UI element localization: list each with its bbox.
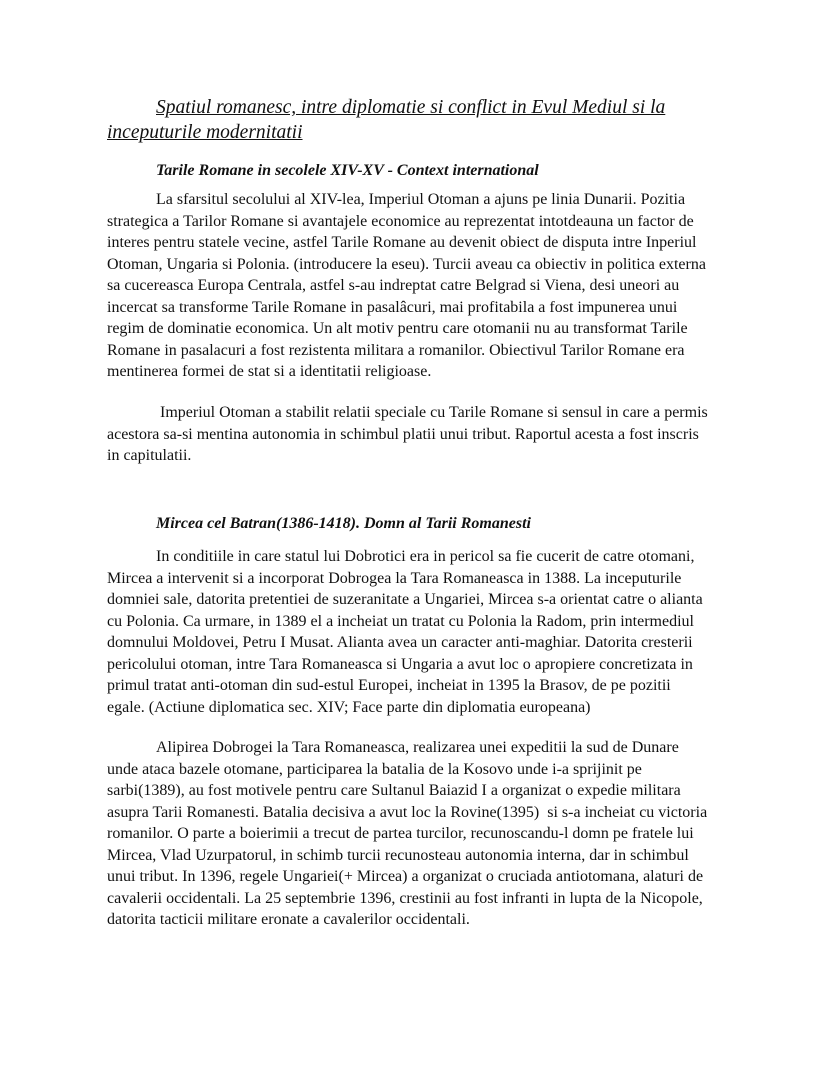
section-heading-context-international: Tarile Romane in secolele XIV-XV - Context international [156,162,539,179]
document-title: Spatiul romanesc, intre diplomatie si conflict in Evul Mediul si la inceputurile modernitatii [107,97,666,143]
text-line: Mircea a intervenit si a incorporat Dobrogea la Tara Romaneasca in 1388. La inceputurile [107,569,682,587]
paragraph-mircea-1 [107,546,719,718]
text-line: asupra Tarii Romanesti. Batalia decisiva a avut loc la Rovine(1395) si s-a incheiat cu victoria [107,803,708,821]
text-line: in capitulatii. [107,447,192,464]
text-line: sarbi(1389), au fost motivele pentru care Sultanul Baiazid I a organizat o expedie militara [107,782,681,799]
text-line: pericolului otoman, intre Tara Romaneasca si Ungaria a avut loc o apropiere concretizata in [107,655,693,673]
text-line: domniei sale, datorita pretentiei de suzeranitate a Ungariei, Mircea s-a orientat catre o alianta [107,591,703,608]
text-line: incercat sa transforme Tarile Romane in pasalâcuri, mai profitabila a fost impunerea unui [107,298,678,316]
paragraph-context-1 [107,189,719,383]
text-line: Mircea, Vlad Uzurpatorul, in schimb turcii recunosteau autonomia interna, dar in schimbul [107,846,689,864]
paragraph-mircea-2 [107,737,719,931]
text-line: unde ataca bazele otomane, participarea la batalia de la Kosovo unde i-a sprijinit pe [107,760,642,778]
text-line: unui tribut. In 1396, regele Ungariei(+ Mircea) a organizat o cruciada antiotomana, alaturi de [107,868,704,885]
text-line: sa cucereasca Europa Centrala, astfel s-au indreptat catre Belgrad si Viena, desi uneori au [107,277,680,294]
text-line: acestora sa-si mentina autonomia in schimbul platii unui tribut. Raportul acesta a fost inscris [107,425,699,443]
paragraph-context-2 [107,402,719,467]
text-line: Romane in pasalacuri a fost rezistenta militara a romanilor. Obiectivul Tarilor Romane era [107,341,685,359]
text-line: strategica a Tarilor Romane si avantajele economice au reprezentat intotdeauna un factor de [107,212,694,230]
text-line: Otoman, Ungaria si Polonia. (introducere la eseu). Turcii aveau ca obiectiv in politica externa [107,255,706,273]
text-line: egale. (Actiune diplomatica sec. XIV; Face parte din diplomatia europeana) [107,698,591,716]
text-line: Imperiul Otoman a stabilit relatii speciale cu Tarile Romane si sensul in care a permis [156,404,708,421]
text-line: domnului Moldovei, Petru I Musat. Alianta avea un caracter anti-maghiar. Datorita cresterii [107,634,693,651]
text-line: Alipirea Dobrogei la Tara Romaneasca, realizarea unei expeditii la sud de Dunare [156,739,679,756]
text-line: interes pentru statele vecine, astfel Tarile Romane au devenit obiect de disputa intre Inperiul [107,234,697,251]
text-line: In conditiile in care statul lui Dobrotici era in pericol sa fie cucerit de catre otomani, [156,548,695,565]
section-heading-mircea-cel-batran: Mircea cel Batran(1386-1418). Domn al Tarii Romanesti [156,515,531,532]
text-line: primul tratat anti-otoman din sud-estul Europei, incheiat in 1395 la Brasov, de pe pozitii [107,677,671,694]
text-line: cavalerii occidentali. La 25 septembrie 1396, crestinii au fost infranti in lupta de la Nicopole, [107,889,703,907]
text-line: La sfarsitul secolului al XIV-lea, Imperiul Otoman a ajuns pe linia Dunarii. Pozitia [156,191,686,208]
text-line: datorita tacticii militare eronate a cavalerilor occidentali. [107,911,470,928]
text-line: regim de dominatie economica. Un alt motiv pentru care otomanii nu au transformat Tarile [107,320,688,337]
text-line: cu Polonia. Ca urmare, in 1389 el a incheiat un tratat cu Polonia la Radom, prin intermediul [107,612,694,630]
text-line: mentinerea formei de stat si a identitatii religioase. [107,363,432,380]
text-line: romanilor. O parte a boierimii a trecut de partea turcilor, recunoscandu-l domn pe fratele lui [107,825,694,842]
